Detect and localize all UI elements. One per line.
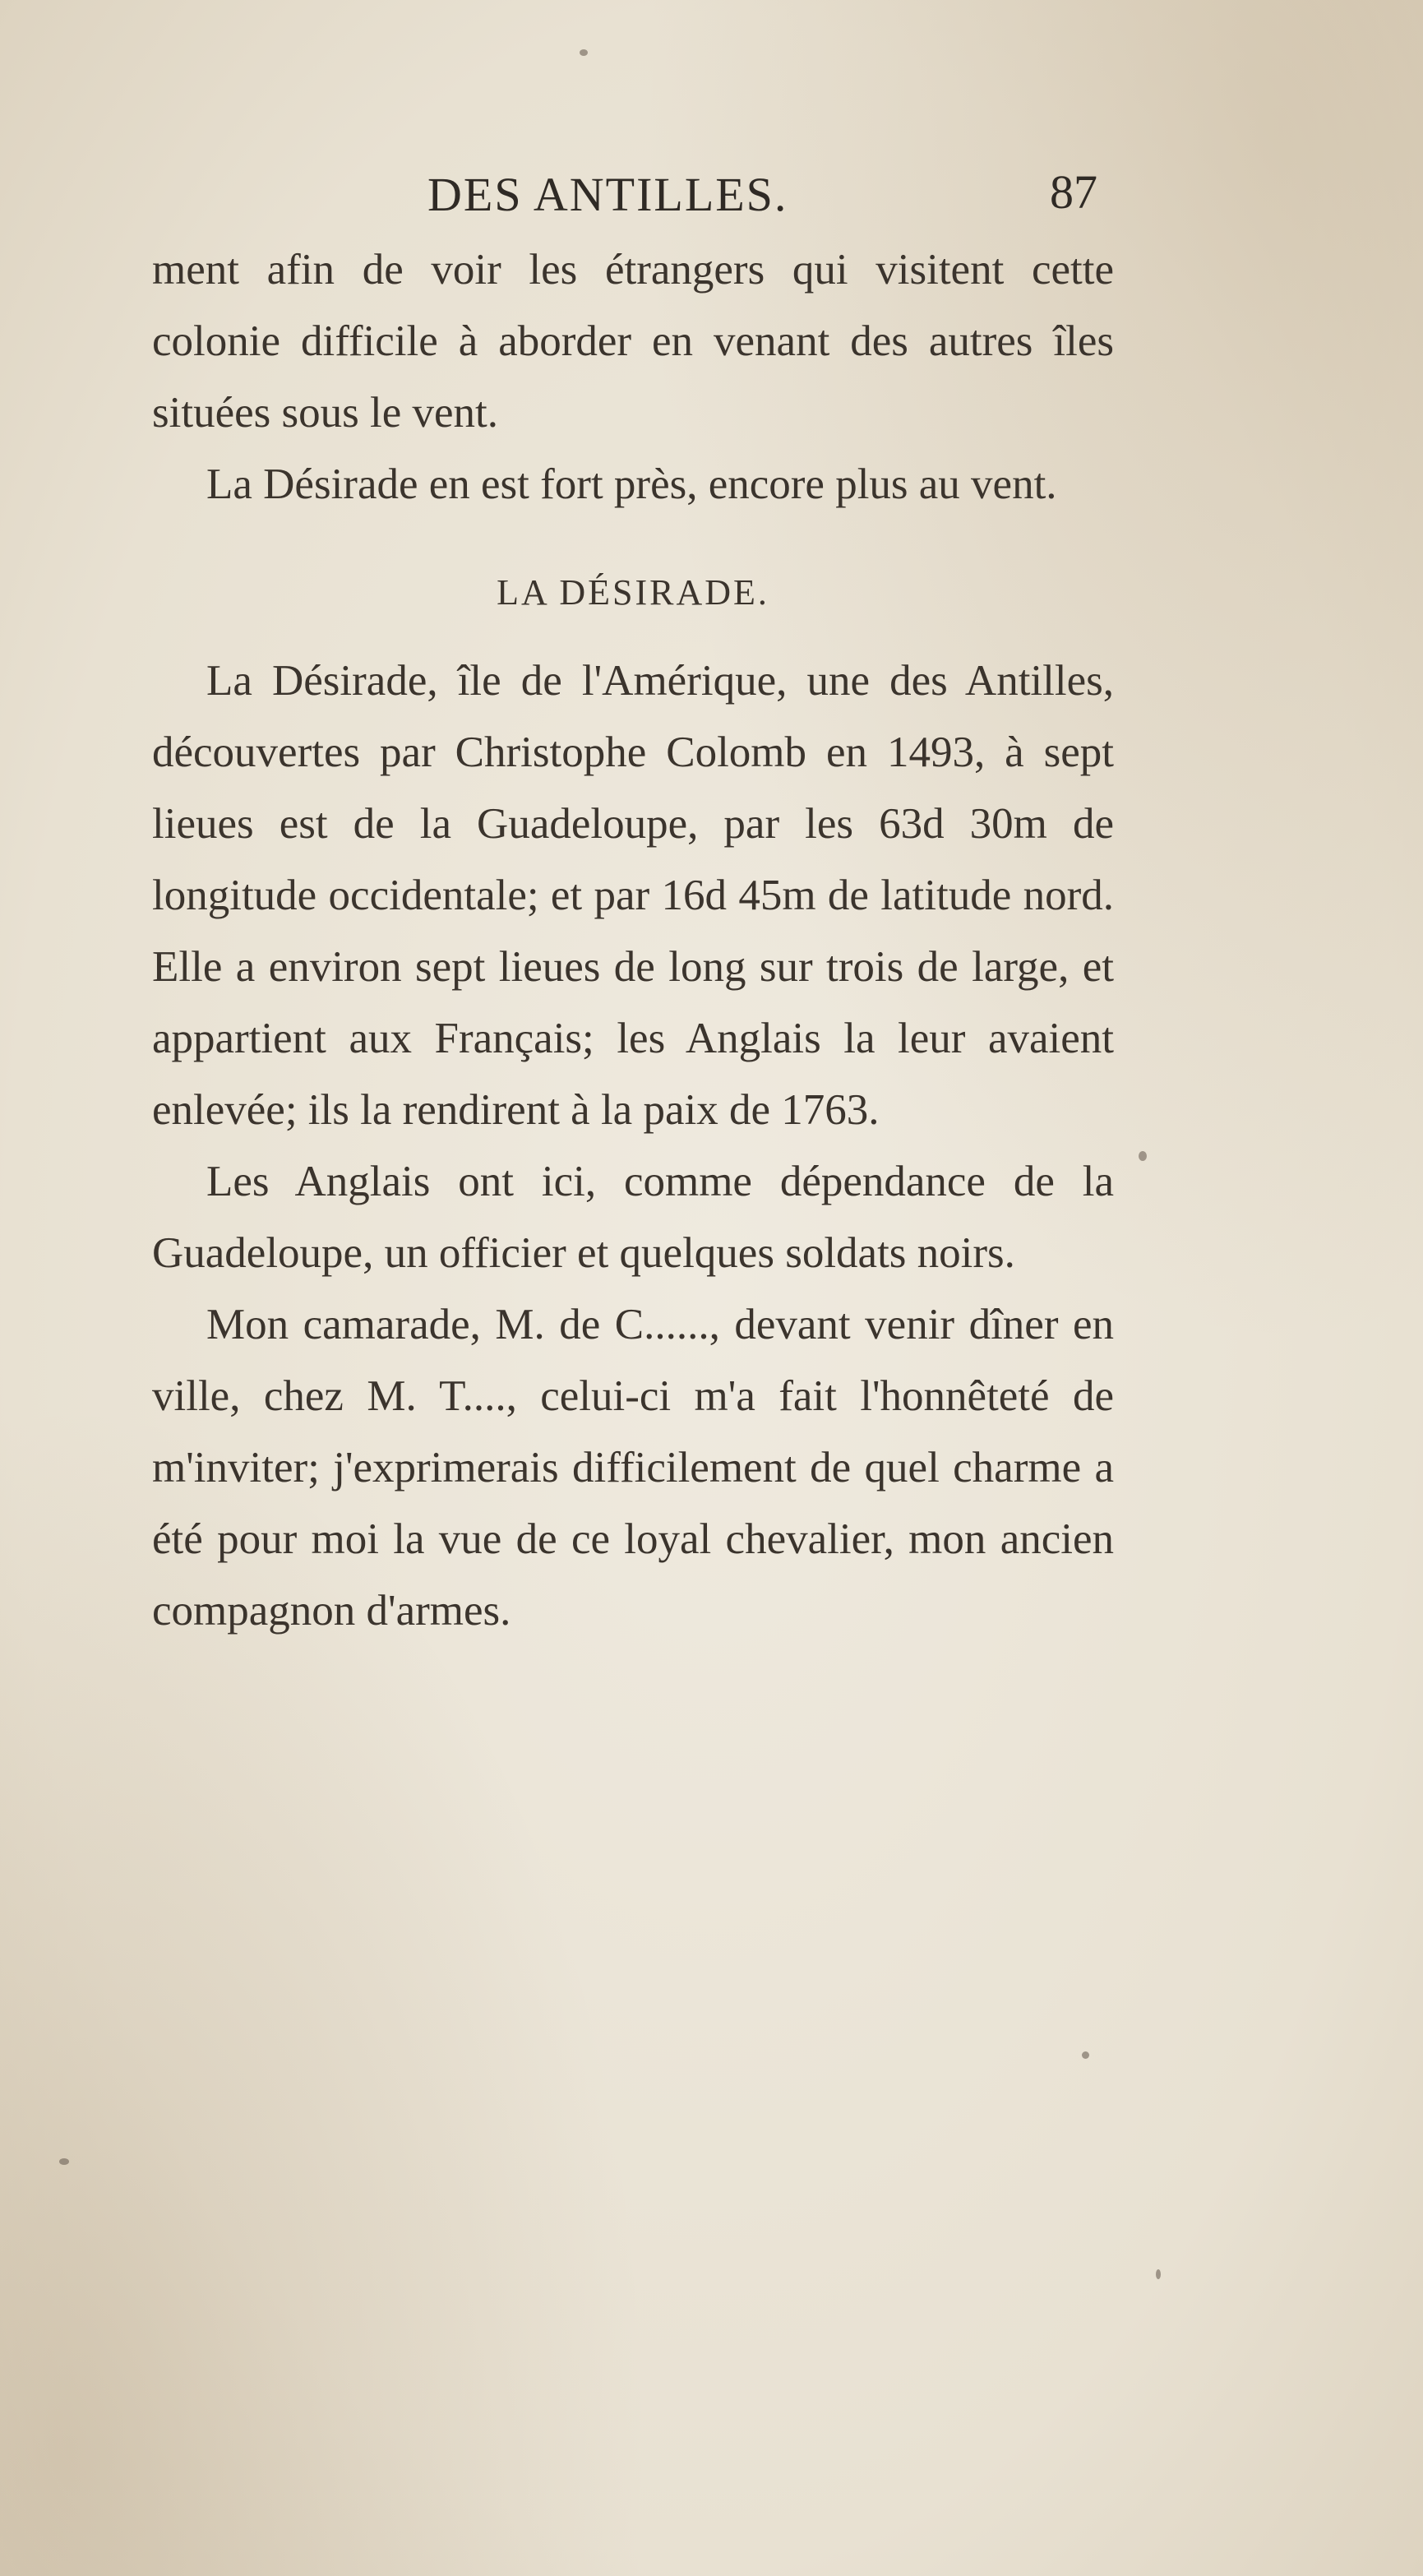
- paragraph-english-garrison: Les Anglais ont ici, comme dépendance de la Guadeloupe, un officier et quelques soldats noirs.: [152, 1158, 1114, 1277]
- paper-speck: [1082, 2051, 1089, 2059]
- running-head: [152, 160, 1106, 234]
- paragraph-desirade-description: La Désirade, île de l'Amérique, une des Antilles, découvertes par Christophe Colomb en 1493, à sept lieues est de la Guadeloupe, par les 63d 30m de longitude occidentale; et par 16d 45m de latitude nord. Elle a environ sept lieues de long sur trois de large, et appartient aux Français; les Anglais la leur avaient enlevée; ils la rendirent à la paix de 1763.: [152, 657, 1114, 1134]
- section-heading: LA DÉSIRADE.: [497, 572, 769, 613]
- page-number: 87: [1050, 165, 1097, 219]
- paper-speck: [1139, 1151, 1147, 1161]
- paragraph-desirade-nearby: La Désirade en est fort près, encore plus au vent.: [206, 460, 1057, 508]
- paper-speck: [1156, 2269, 1161, 2279]
- paper-speck: [59, 2158, 69, 2165]
- body-text: [152, 234, 1114, 1647]
- running-title: DES ANTILLES.: [427, 168, 788, 221]
- paper-speck: [580, 49, 588, 56]
- paragraph-continuation: ment afin de voir les étrangers qui visitent cette colonie difficile à aborder en venant des autres îles situées sous le vent.: [152, 246, 1114, 437]
- paragraph-comrade-dinner: Mon camarade, M. de C......, devant venir dîner en ville, chez M. T...., celui-ci m'a fait l'honnêteté de m'inviter; j'exprimerais difficilement de quel charme a été pour moi la vue de ce loyal chevalier, mon ancien compagnon d'armes.: [152, 1301, 1114, 1635]
